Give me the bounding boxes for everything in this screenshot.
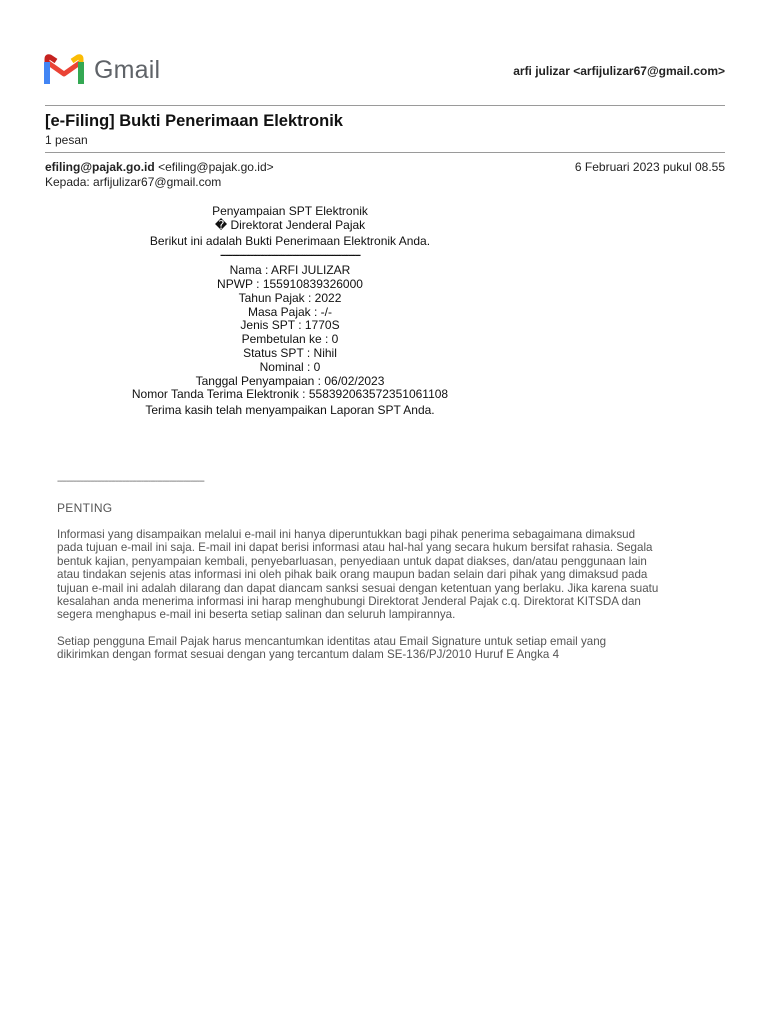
gmail-wordmark: Gmail — [94, 55, 161, 84]
receipt-field: Nominal : 0 — [259, 359, 321, 374]
receipt-field: Tanggal Penyampaian : 06/02/2023 — [195, 373, 385, 388]
receipt-field: Pembetulan ke : 0 — [241, 332, 339, 347]
notice-line: pada tujuan e-mail ini saja. E-mail ini dapat berisi informasi atau hal-hal yang secara hukum bersifat rahasia. Segala — [57, 541, 653, 555]
receipt-field: NPWP : 155910839326000 — [217, 276, 363, 291]
receipt-field: Nomor Tanda Terima Elektronik : 558392063572351061108 — [131, 387, 449, 402]
receipt-title: Penyampaian SPT Elektronik — [212, 204, 368, 218]
gmail-m-icon — [44, 54, 84, 86]
notice-line: atau tindakan sejenis atas informasi ini oleh pihak baik orang maupun badan selain dari pihak yang dimaksud pada — [57, 568, 648, 582]
notice-paragraph — [57, 528, 727, 622]
account-label: arfi julizar <arfijulizar67@gmail.com> — [513, 64, 725, 78]
recipient: Kepada: arfijulizar67@gmail.com — [45, 175, 222, 189]
message-date: 6 Februari 2023 pukul 08.55 — [574, 160, 725, 174]
notice-line: Setiap pengguna Email Pajak harus mencantumkan identitas atau Email Signature untuk setiap email yang — [57, 635, 607, 648]
receipt-field: Masa Pajak : -/- — [247, 304, 333, 319]
sender-name: efiling@pajak.go.id — [45, 160, 155, 174]
receipt-intro: Berikut ini adalah Bukti Penerimaan Elektronik Anda. — [149, 233, 431, 248]
sender — [45, 160, 274, 174]
sender-address: <efiling@pajak.go.id> — [158, 160, 274, 174]
header-divider — [45, 105, 725, 106]
notice-title: PENTING — [57, 501, 113, 515]
subject-divider — [45, 152, 725, 153]
receipt-divider: ------------------------------------------------------------ — [220, 250, 360, 262]
notice-separator: --------------------------------------------------------------- — [57, 476, 204, 487]
notice-line: segera menghapus e-mail ini beserta setiap salinan dan seluruh lampirannya. — [57, 608, 456, 622]
notice-line: Informasi yang disampaikan melalui e-mail ini hanya diperuntukkan bagi pihak penerima sebagaimana dimaksud — [57, 528, 636, 541]
receipt-field: Jenis SPT : 1770S — [240, 318, 340, 333]
gmail-logo — [44, 54, 160, 86]
email-subject: [e-Filing] Bukti Penerimaan Elektronik — [45, 112, 343, 130]
notice-line: tujuan e-mail ini adalah dilarang dan dapat diancam sanksi sesuai dengan ketentuan yang berlaku. Jika karena suatu — [57, 581, 659, 595]
notice-line: dikirimkan dengan format sesuai dengan yang tercantum dalam SE-136/PJ/2010 Huruf E Angka 4 — [57, 648, 560, 662]
receipt-thanks: Terima kasih telah menyampaikan Laporan SPT Anda. — [145, 403, 435, 418]
receipt-block — [90, 205, 490, 418]
receipt-field: Nama : ARFI JULIZAR — [229, 263, 351, 278]
receipt-field: Status SPT : Nihil — [243, 345, 337, 360]
notice-line: bentuk kajian, penyampaian kembali, penyebarluasan, penyediaan untuk dapat diakses, dan/atau penggunaan lain — [57, 554, 647, 568]
notice-line: kesalahan anda menerima informasi ini harap menghubungi Direktorat Jenderal Pajak c.q. Direktorat KITSDA dan — [57, 595, 641, 609]
receipt-field: Tahun Pajak : 2022 — [238, 290, 342, 305]
receipt-issuer: � Direktorat Jenderal Pajak — [214, 217, 366, 232]
message-count: 1 pesan — [45, 133, 88, 147]
notice-signature-paragraph — [57, 635, 727, 662]
